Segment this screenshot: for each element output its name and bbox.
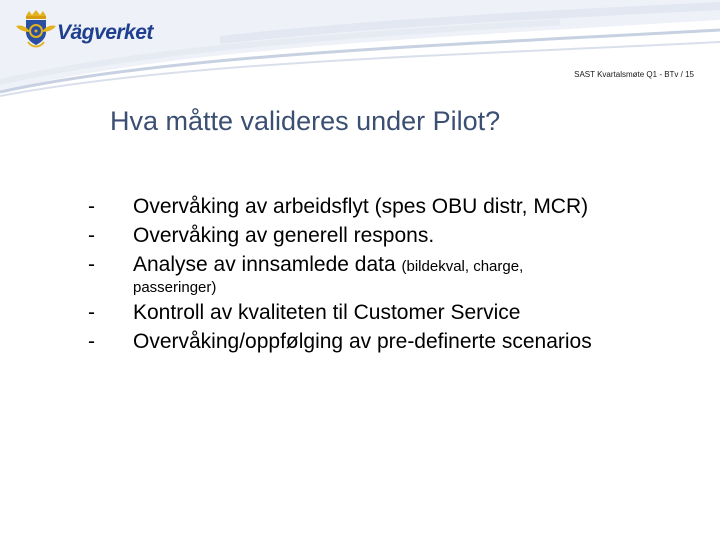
bullet-item: Overvåking av arbeidsflyt (spes OBU distr, MCR): [133, 195, 589, 218]
bullet-marker: -: [88, 224, 95, 247]
bullet-item-text: Analyse av innsamlede data: [133, 253, 396, 276]
bullet-item-continuation: passeringer): [133, 279, 217, 296]
bullet-marker: -: [88, 301, 95, 324]
bullet-marker: -: [88, 195, 95, 218]
bullet-item-note: (bildekval, charge,: [401, 258, 524, 275]
bullet-item: Overvåking av generell respons.: [133, 224, 435, 247]
bullet-marker: -: [88, 330, 95, 353]
crest-icon: [14, 8, 58, 52]
brand-name: Vägverket: [57, 21, 153, 44]
bullet-marker: -: [88, 253, 95, 276]
vagverket-logo: [14, 8, 174, 52]
bullet-item: [133, 253, 523, 277]
document-reference: SAST Kvartalsmøte Q1 - BTv / 15: [574, 70, 694, 79]
bullet-item: Overvåking/oppfølging av pre-definerte scenarios: [133, 330, 592, 353]
slide-title: Hva måtte valideres under Pilot?: [110, 106, 501, 136]
header: [0, 0, 720, 100]
bullet-item: Kontroll av kvaliteten til Customer Service: [133, 301, 521, 324]
